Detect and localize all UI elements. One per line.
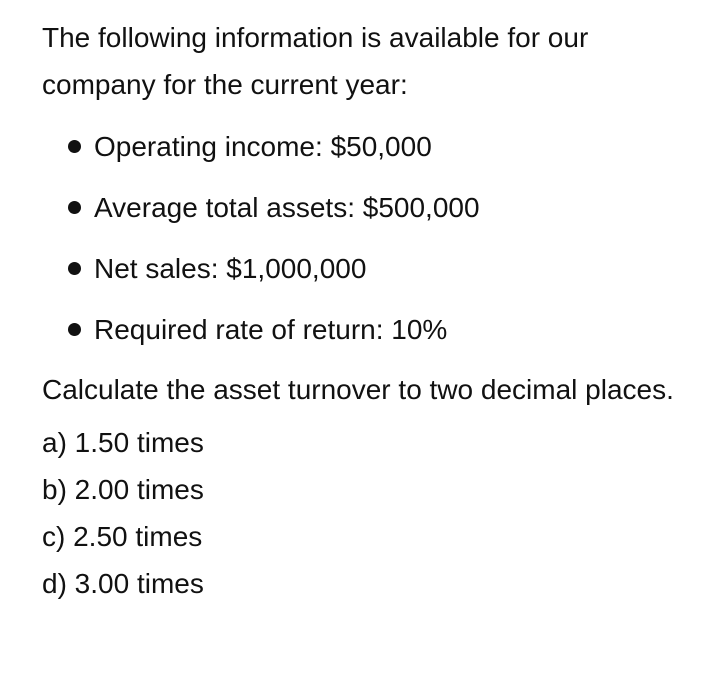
fact-text: Net sales: $1,000,000 [94,253,367,284]
bullet-icon [68,140,81,153]
fact-item [42,177,682,238]
fact-text: Operating income: $50,000 [94,131,432,162]
problem-document [42,14,682,607]
bullet-icon [68,201,81,214]
fact-text: Required rate of return: 10% [94,314,448,345]
fact-item [42,299,682,360]
bullet-icon [68,323,81,336]
answer-option-d: d) 3.00 times [42,568,204,599]
answer-option-b: b) 2.00 times [42,474,204,505]
fact-text: Average total assets: $500,000 [94,192,480,223]
answer-option-c: c) 2.50 times [42,521,203,552]
answer-options [42,419,682,607]
fact-item [42,116,682,177]
question-text: Calculate the asset turnover to two decimal places. [42,374,674,405]
bullet-icon [68,262,81,275]
intro-text: The following information is available for our company for the current year: [42,22,589,100]
fact-item [42,238,682,299]
facts-list [42,116,682,360]
answer-option-a: a) 1.50 times [42,427,204,458]
